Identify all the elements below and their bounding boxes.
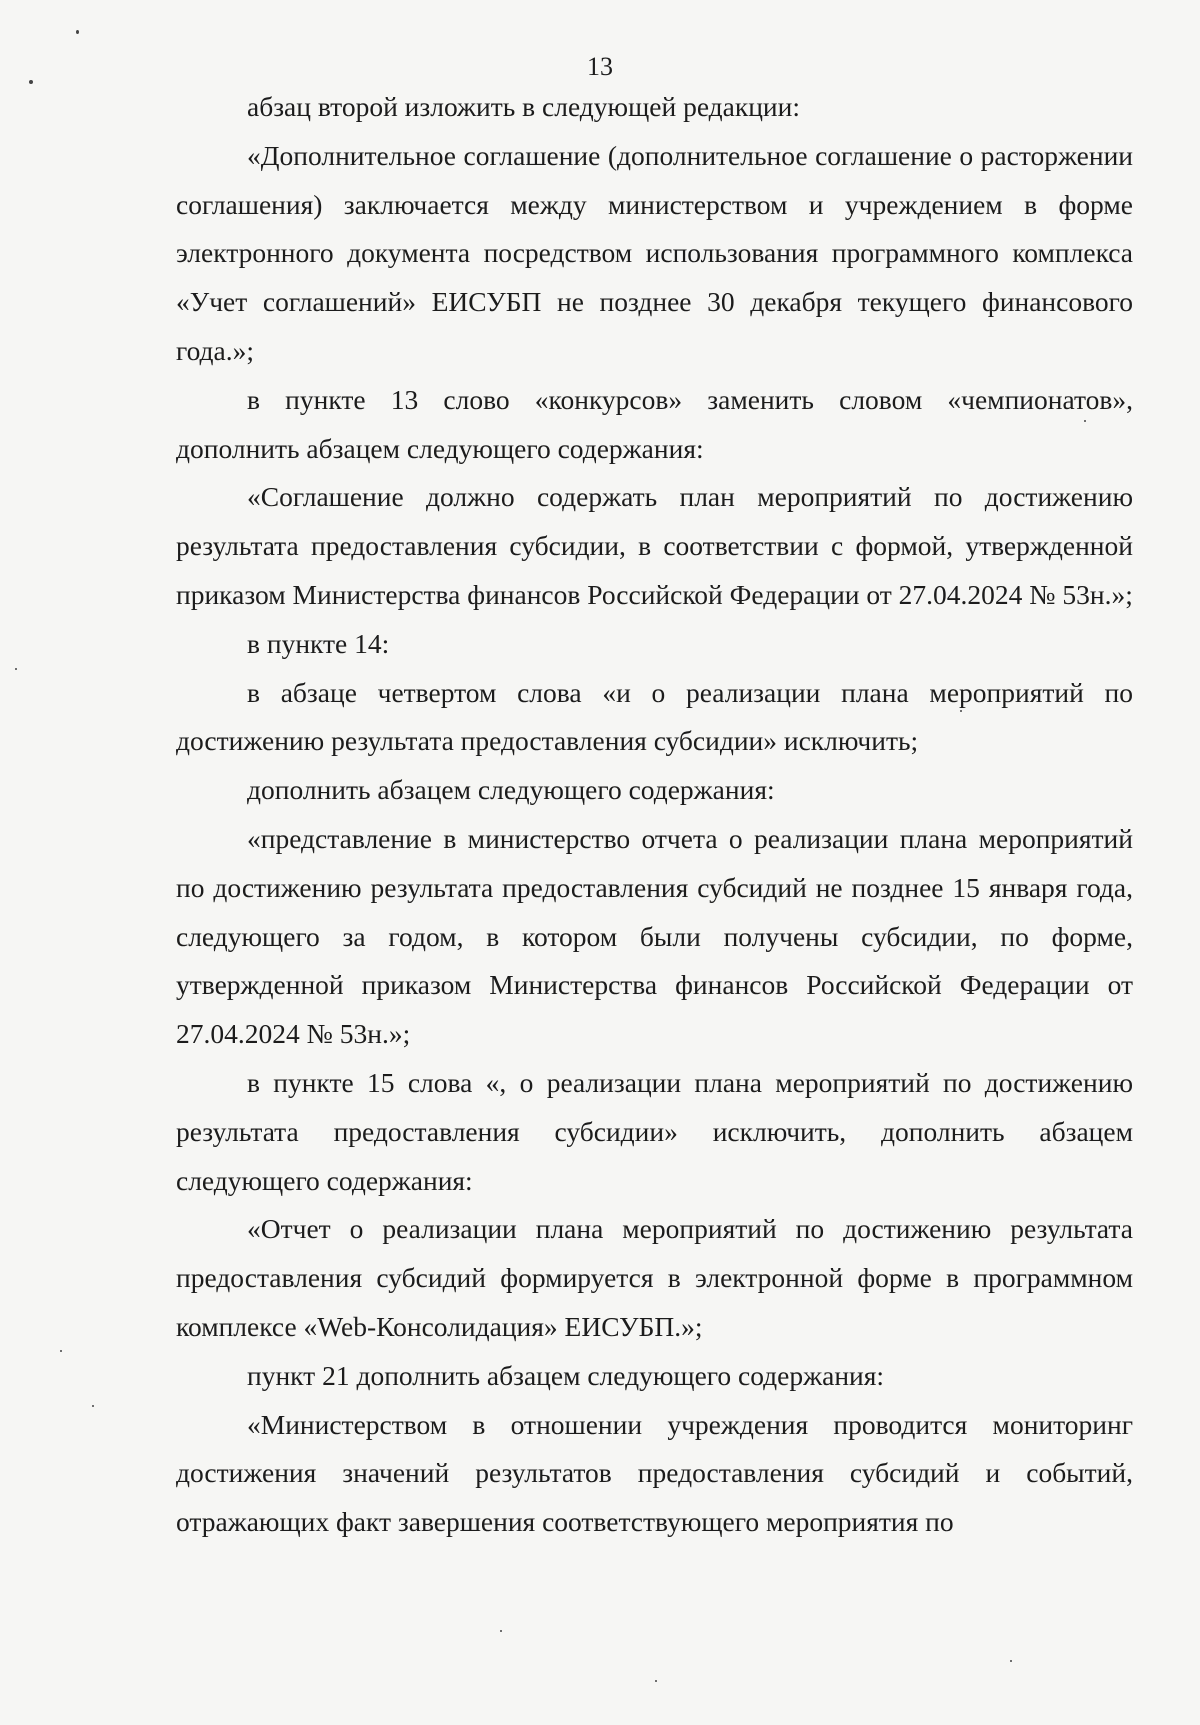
scan-speck bbox=[500, 1630, 502, 1632]
paragraph: в пункте 15 слова «, о реализации плана мероприятий по достижению результата предоставления субсидии» исключить, дополнить абзацем следующего содержания: bbox=[176, 1066, 1133, 1196]
paragraph: абзац второй изложить в следующей редакции: bbox=[247, 91, 801, 122]
scan-speck bbox=[1084, 420, 1086, 422]
paragraph: «Министерством в отношении учреждения проводится мониторинг достижения значений результатов предоставления субсидий и событий, отражающих факт завершения соответствующего мероприятия по bbox=[176, 1408, 1133, 1538]
scan-speck bbox=[1010, 1660, 1012, 1662]
paragraph: «Дополнительное соглашение (дополнительное соглашение о расторжении соглашения) заключается между министерством и учреждением в форме электронного документа посредством использования программного комплекса «Учет соглашений» ЕИСУБП не позднее 30 декабря текущего финансового года.»; bbox=[176, 139, 1133, 366]
paragraph: в абзаце четвертом слова «и о реализации плана мероприятий по достижению результата предоставления субсидии» исключить; bbox=[176, 676, 1133, 757]
scan-speck bbox=[960, 710, 962, 712]
document-body bbox=[176, 83, 1133, 1547]
scan-speck bbox=[60, 1350, 62, 1352]
paragraph: дополнить абзацем следующего содержания: bbox=[247, 774, 775, 806]
scan-speck bbox=[29, 80, 33, 84]
paragraph: в пункте 14: bbox=[247, 627, 390, 659]
scan-speck bbox=[655, 1680, 657, 1682]
scan-speck bbox=[15, 668, 17, 670]
scan-speck bbox=[76, 30, 79, 34]
paragraph: пункт 21 дополнить абзацем следующего содержания: bbox=[247, 1359, 885, 1391]
paragraph: «Отчет о реализации плана мероприятий по достижению результата предоставления субсидий формируется в электронной форме в программном комплексе «Web-Консолидация» ЕИСУБП.»; bbox=[176, 1213, 1133, 1342]
scan-speck bbox=[92, 1405, 94, 1407]
paragraph: «представление в министерство отчета о реализации плана мероприятий по достижению результата предоставления субсидий не позднее 15 января года, следующего за годом, в котором были получены субсидии, по форме, утвержденной приказом Министерства финансов Российской Федерации от 27.04.2024 № 53н.»; bbox=[176, 822, 1133, 1050]
paragraph: в пункте 13 слово «конкурсов» заменить словом «чемпионатов», дополнить абзацем следующего содержания: bbox=[176, 383, 1133, 464]
page-number: 13 bbox=[587, 52, 613, 81]
paragraph: «Соглашение должно содержать план мероприятий по достижению результата предоставления субсидии, в соответствии с формой, утвержденной приказом Министерства финансов Российской Федерации от 27.04.2024 № 53н.»; bbox=[176, 481, 1133, 610]
